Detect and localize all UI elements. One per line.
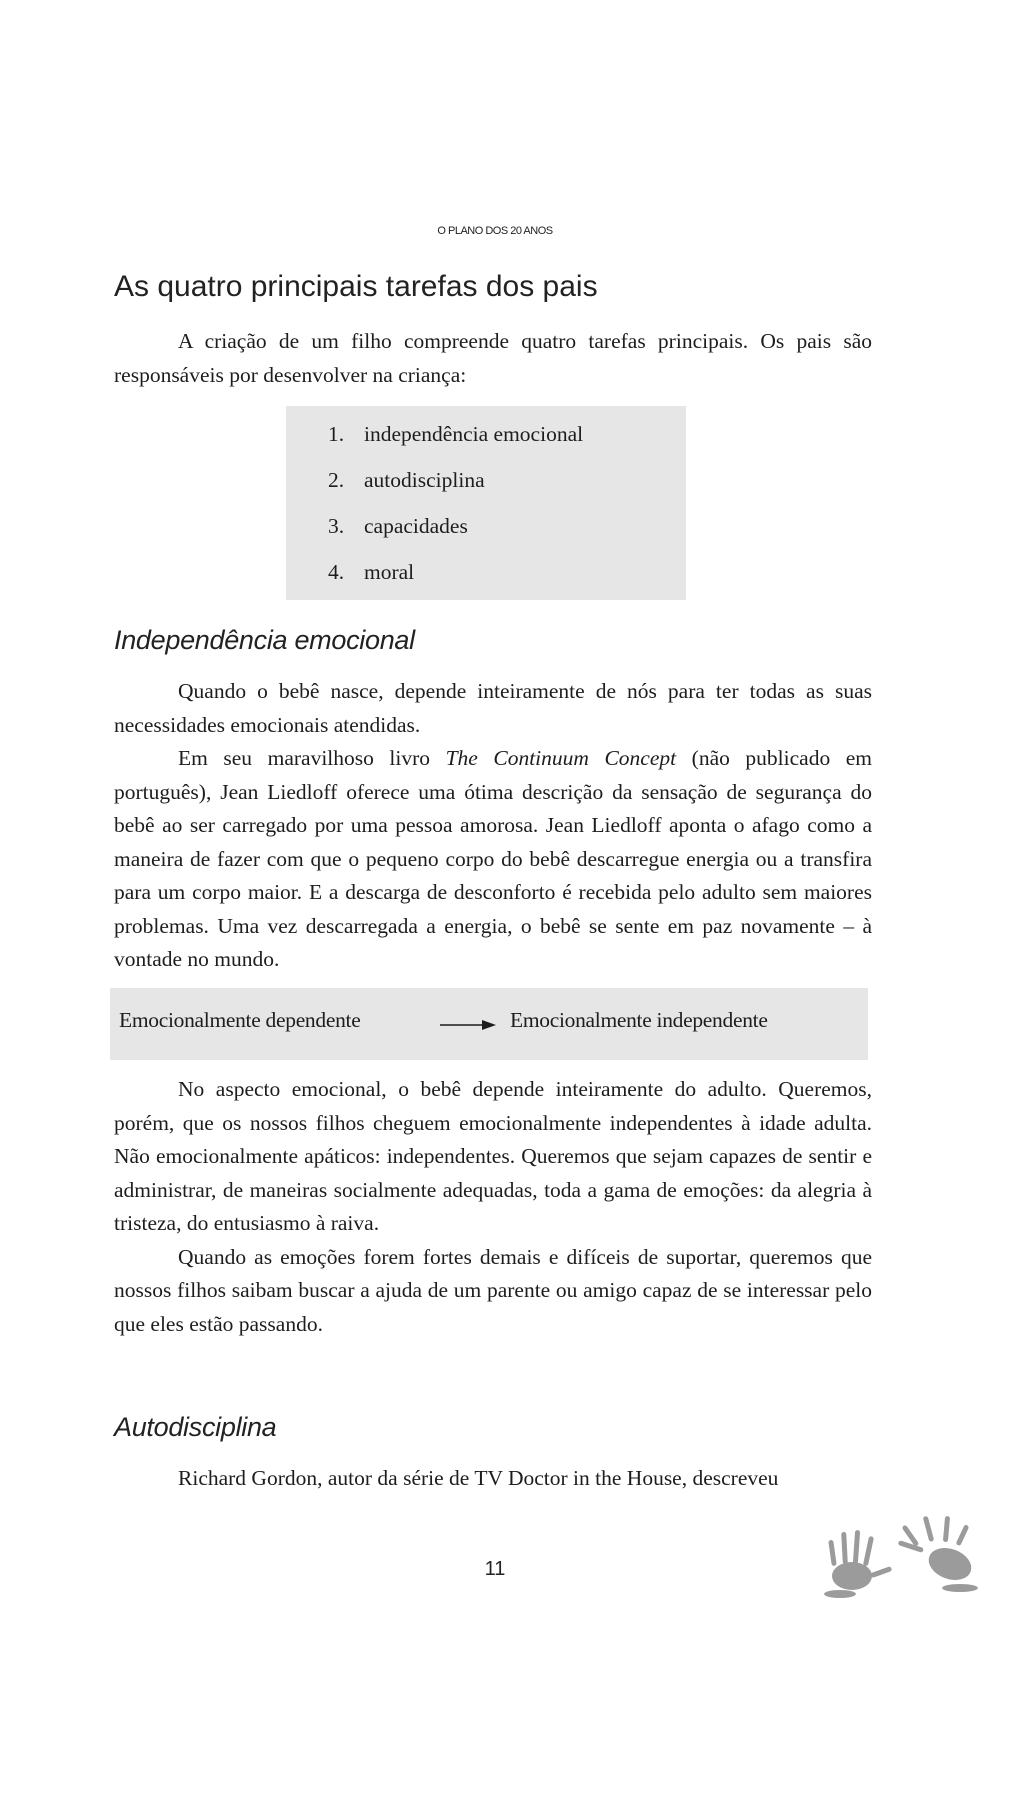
list-item (328, 554, 583, 600)
section-heading-selfdiscipline: Autodisciplina (114, 1412, 277, 1442)
list-item-label: independência emocional (364, 422, 584, 446)
page-title: As quatro principais tarefas dos pais (114, 270, 598, 303)
right-arrow-icon (440, 1016, 496, 1034)
text-run: (não publicado em português), Jean Liedloff oferece uma ótima descrição da sensação de segurança do bebê ao ser carregado por uma pessoa amorosa. Jean Liedloff aponta o afago como a maneira de fazer com que o pequeno corpo do bebê descarregue energia ou a transfira para um corpo maior. E a descarga de desconforto é recebida pelo adulto sem maiores problemas. Uma vez descarregada a energia, o bebê se sente em paz novamente – à vontade no mundo. (114, 746, 872, 971)
emotional-body-top (114, 675, 872, 977)
body-paragraph: Richard Gordon, autor da série de TV Doctor in the House, descreveu (178, 1466, 779, 1490)
text-run: Em seu maravilhoso livro (178, 746, 446, 770)
emotional-flow-box (110, 988, 868, 1060)
list-item-label: moral (364, 560, 415, 584)
list-item-number: 4. (328, 560, 345, 584)
list-item-label: autodisciplina (364, 468, 485, 492)
intro-block (114, 325, 872, 392)
list-item-number: 2. (328, 468, 345, 492)
flow-from-label: Emocionalmente dependente (119, 1008, 361, 1032)
list-item-number: 1. (328, 422, 345, 446)
task-list-box (286, 406, 686, 600)
handprints-decoration-icon (800, 1510, 990, 1600)
running-head: O PLANO DOS 20 ANOS (437, 225, 553, 237)
intro-paragraph: A criação de um filho compreende quatro tarefas principais. Os pais são responsáveis por desenvolver na criança: (114, 329, 872, 387)
selfdiscipline-body (114, 1462, 872, 1496)
page-number: 11 (484, 1558, 506, 1580)
body-paragraph (114, 742, 872, 977)
emotional-body-bottom (114, 1073, 872, 1341)
list-item (328, 508, 583, 554)
list-item-number: 3. (328, 514, 345, 538)
section-heading-emotional: Independência emocional (114, 625, 415, 655)
body-paragraph: Quando o bebê nasce, depende inteiramente de nós para ter todas as suas necessidades emocionais atendidas. (114, 679, 872, 737)
task-list (328, 416, 583, 600)
list-item (328, 462, 583, 508)
list-item-label: capacidades (364, 514, 468, 538)
book-title: The Continuum Concept (445, 746, 677, 770)
flow-to-label: Emocionalmente independente (510, 1008, 768, 1032)
body-paragraph: No aspecto emocional, o bebê depende inteiramente do adulto. Queremos, porém, que os nossos filhos cheguem emocionalmente independentes à idade adulta. Não emocionalmente apáticos: independentes. Queremos que sejam capazes de sentir e administrar, de maneiras socialmente adequadas, toda a gama de emoções: da alegria à tristeza, do entusiasmo à raiva. (114, 1077, 872, 1235)
list-item (328, 416, 583, 462)
body-paragraph: Quando as emoções forem fortes demais e difíceis de suportar, queremos que nossos filhos saibam buscar a ajuda de um parente ou amigo capaz de se interessar pelo que eles estão passando. (114, 1244, 872, 1336)
